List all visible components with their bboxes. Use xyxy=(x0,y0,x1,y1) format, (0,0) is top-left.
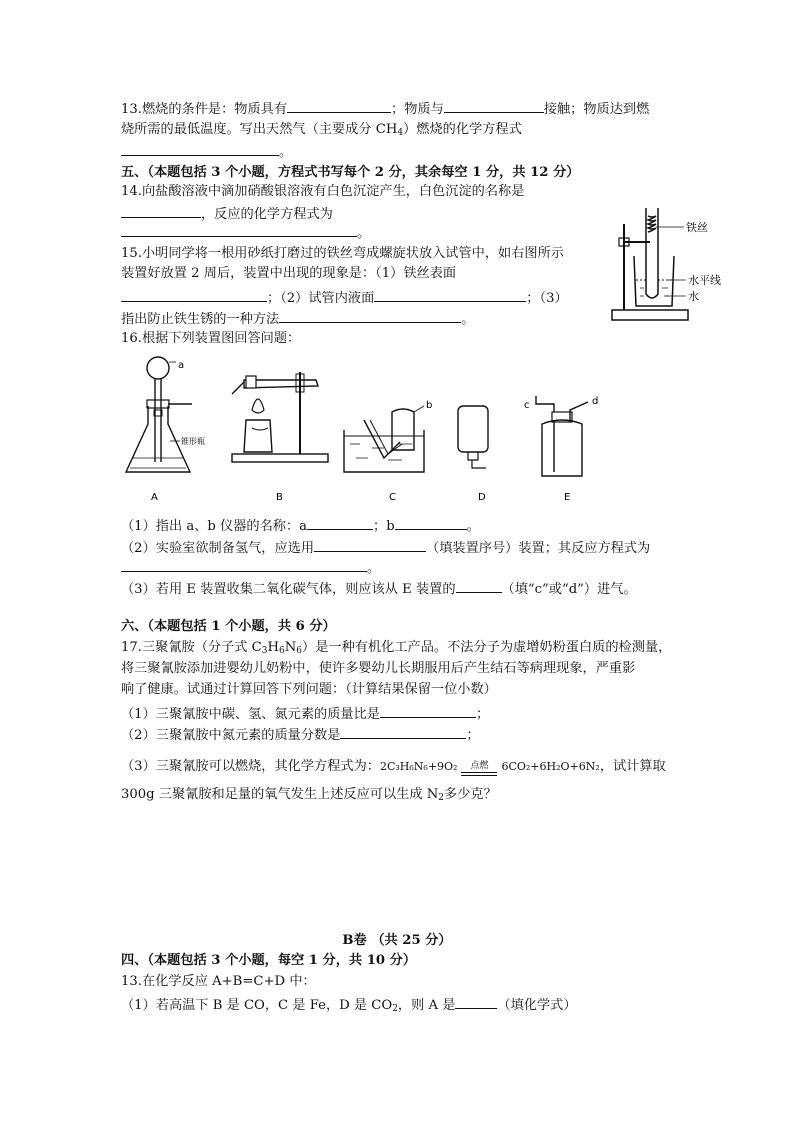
answer-blank[interactable] xyxy=(456,578,502,593)
label-water: 水 xyxy=(688,290,699,303)
q17-line3: 响了健康。试通过计算回答下列问题：（计算结果保留一位小数） xyxy=(121,682,497,697)
answer-blank[interactable] xyxy=(121,222,357,237)
q16-text: （3）若用 E 装置收集二氧化碳气体，则应该从 E 装置的 xyxy=(121,582,456,597)
q17-line1 xyxy=(121,639,671,657)
label-D: D xyxy=(478,492,486,503)
answer-blank[interactable] xyxy=(314,537,426,552)
label-c: c xyxy=(524,400,530,411)
q16-text: ；b xyxy=(373,519,395,534)
label-B: B xyxy=(276,492,283,503)
part-b-text: （填化学式） xyxy=(497,998,577,1013)
answer-blank[interactable] xyxy=(374,287,526,302)
q17-part1 xyxy=(121,703,489,724)
q17-text: 17.三聚氰胺（分子式 C xyxy=(121,640,262,655)
answer-blank[interactable] xyxy=(455,994,497,1009)
section-5-heading: 五、（本题包括 3 个小题，方程式书写每个 2 分，其余每空 1 分，共 12 分） xyxy=(121,165,580,180)
answer-blank[interactable] xyxy=(380,703,476,718)
label-iron-wire: 铁丝 xyxy=(686,221,708,234)
q14-line1: 14.向盐酸溶液中滴加硝酸银溶液有白色沉淀产生，白色沉淀的名称是 xyxy=(121,184,525,199)
answer-blank[interactable] xyxy=(121,557,367,572)
label-b: b xyxy=(426,400,433,411)
q17-text: （2）三聚氰胺中氮元素的质量分数是 xyxy=(121,728,341,743)
q16-part3 xyxy=(121,578,637,599)
q15-line2: 装置好放置 2 周后，装置中出现的现象是：（1）铁丝表面 xyxy=(121,266,457,281)
q17-text: （3）三聚氰胺可以燃烧，其化学方程式为： xyxy=(121,759,380,774)
label-d: d xyxy=(592,396,599,407)
apparatus-a xyxy=(126,357,205,503)
q17-line2: 将三聚氰胺添加进婴幼儿奶粉中，使许多婴幼儿长期服用后产生结石等病理现象，严重影 xyxy=(121,661,636,676)
q17-text: ； xyxy=(466,728,480,743)
q15-text: 。 xyxy=(461,312,475,327)
equation-reactants: 2C₃H₆N₆+9O₂ xyxy=(379,760,458,773)
label-C: C xyxy=(389,492,396,503)
q17-text: ； xyxy=(475,707,490,722)
subscript: 4 xyxy=(397,128,404,138)
part-b-q13-part1 xyxy=(121,994,577,1015)
q13-line2 xyxy=(121,121,522,139)
label-E: E xyxy=(564,492,571,503)
q14-text: 。 xyxy=(357,226,371,241)
q17-part3 xyxy=(121,758,666,778)
q13-text: ；物质与 xyxy=(391,102,444,117)
apparatus-c xyxy=(344,400,432,503)
q15-line3 xyxy=(121,287,568,308)
equation-condition: 点燃 xyxy=(470,761,489,771)
q16-text: （填装置序号）装置；其反应方程式为 xyxy=(426,541,651,556)
subscript: 2 xyxy=(392,1004,398,1014)
q15-text: ；（3） xyxy=(526,291,568,306)
part-b-q13: 13.在化学反应 A+B=C+D 中： xyxy=(121,974,316,989)
apparatus-e xyxy=(524,396,598,503)
q17-text: ，试计算取 xyxy=(599,759,666,774)
q16-part2 xyxy=(121,537,650,558)
q17-text: N xyxy=(284,640,297,655)
part-b-text: （1）若高温下 B 是 CO，C 是 Fe，D 是 CO xyxy=(121,998,393,1013)
q17-text: 300g 三聚氰胺和足量的氧气发生上述反应可以生成 N xyxy=(121,787,439,802)
q15-text: 指出防止铁生锈的一种方法 xyxy=(121,312,280,327)
q17-text: ）是一种有机化工产品。不法分子为虚增奶粉蛋白质的检测量， xyxy=(302,640,672,655)
q17-text: H xyxy=(267,640,280,655)
q15-text: ；（2）试管内液面 xyxy=(267,291,375,306)
q16-intro: 16.根据下列装置图回答问题： xyxy=(121,331,301,346)
answer-blank[interactable] xyxy=(395,515,467,530)
q13-line3 xyxy=(121,141,292,162)
part-b-text: ，则 A 是 xyxy=(397,998,456,1013)
subscript: 3 xyxy=(261,646,268,656)
q14-line2 xyxy=(121,203,333,224)
part-b-section-4-heading: 四、（本题包括 3 个小题，每空 1 分，共 10 分） xyxy=(121,953,417,968)
label-A: A xyxy=(151,492,158,503)
lab-apparatus-figure xyxy=(118,350,638,512)
answer-blank[interactable] xyxy=(121,203,201,218)
q14-line3 xyxy=(121,222,370,243)
q16-text: 。 xyxy=(367,561,381,576)
q13-text: 。 xyxy=(279,145,293,160)
label-water-level: 水平线 xyxy=(688,274,721,287)
answer-blank[interactable] xyxy=(121,141,279,156)
subscript: 6 xyxy=(279,646,285,656)
answer-blank[interactable] xyxy=(279,308,461,323)
q16-text: 。 xyxy=(466,519,480,534)
q13-text: 13.燃烧的条件是：物质具有 xyxy=(121,102,288,117)
q17-text: （1）三聚氰胺中碳、氢、氮元素的质量比是 xyxy=(121,707,380,722)
q13-text: 接触；物质达到燃 xyxy=(543,102,650,117)
answer-blank[interactable] xyxy=(444,98,544,113)
subscript: 6 xyxy=(296,646,303,656)
answer-blank[interactable] xyxy=(307,515,373,530)
subscript: 2 xyxy=(438,793,445,803)
q17-line5 xyxy=(121,786,497,804)
q13-text: ）燃烧的化学方程式 xyxy=(403,122,522,137)
q16-part1 xyxy=(121,515,480,536)
q16-text: （填“c”或“d”）进气。 xyxy=(501,582,637,597)
answer-blank[interactable] xyxy=(340,724,466,739)
apparatus-d xyxy=(458,406,488,503)
part-b-title: B卷 （共 25 分） xyxy=(342,933,452,948)
answer-blank[interactable] xyxy=(287,98,391,113)
q17-part2 xyxy=(121,724,480,745)
q16-text: （1）指出 a、b 仪器的名称：a xyxy=(121,519,308,534)
apparatus-b xyxy=(232,372,328,503)
q16-text: （2）实验室欲制备氢气，应选用 xyxy=(121,541,315,556)
q15-line1: 15.小明同学将一根用砂纸打磨过的铁丝弯成螺旋状放入试管中，如右图所示 xyxy=(121,246,564,261)
label-conical-flask: 锥形瓶 xyxy=(181,437,205,446)
iron-rust-apparatus-figure xyxy=(606,194,738,328)
equation-arrow xyxy=(461,762,497,776)
q13-line1 xyxy=(121,98,649,119)
q13-text: 烧所需的最低温度。写出天然气（主要成分 CH xyxy=(121,122,398,137)
label-a: a xyxy=(178,360,185,371)
q14-text: ，反应的化学方程式为 xyxy=(201,207,333,222)
section-6-heading: 六、（本题包括 1 个小题，共 6 分） xyxy=(121,619,336,634)
q15-line4 xyxy=(121,308,474,329)
equation-products: 6CO₂+6H₂O+6N₂ xyxy=(501,760,600,773)
q17-text: 多少克？ xyxy=(444,787,497,802)
answer-blank[interactable] xyxy=(121,287,267,302)
q16-part2-line2 xyxy=(121,557,380,578)
